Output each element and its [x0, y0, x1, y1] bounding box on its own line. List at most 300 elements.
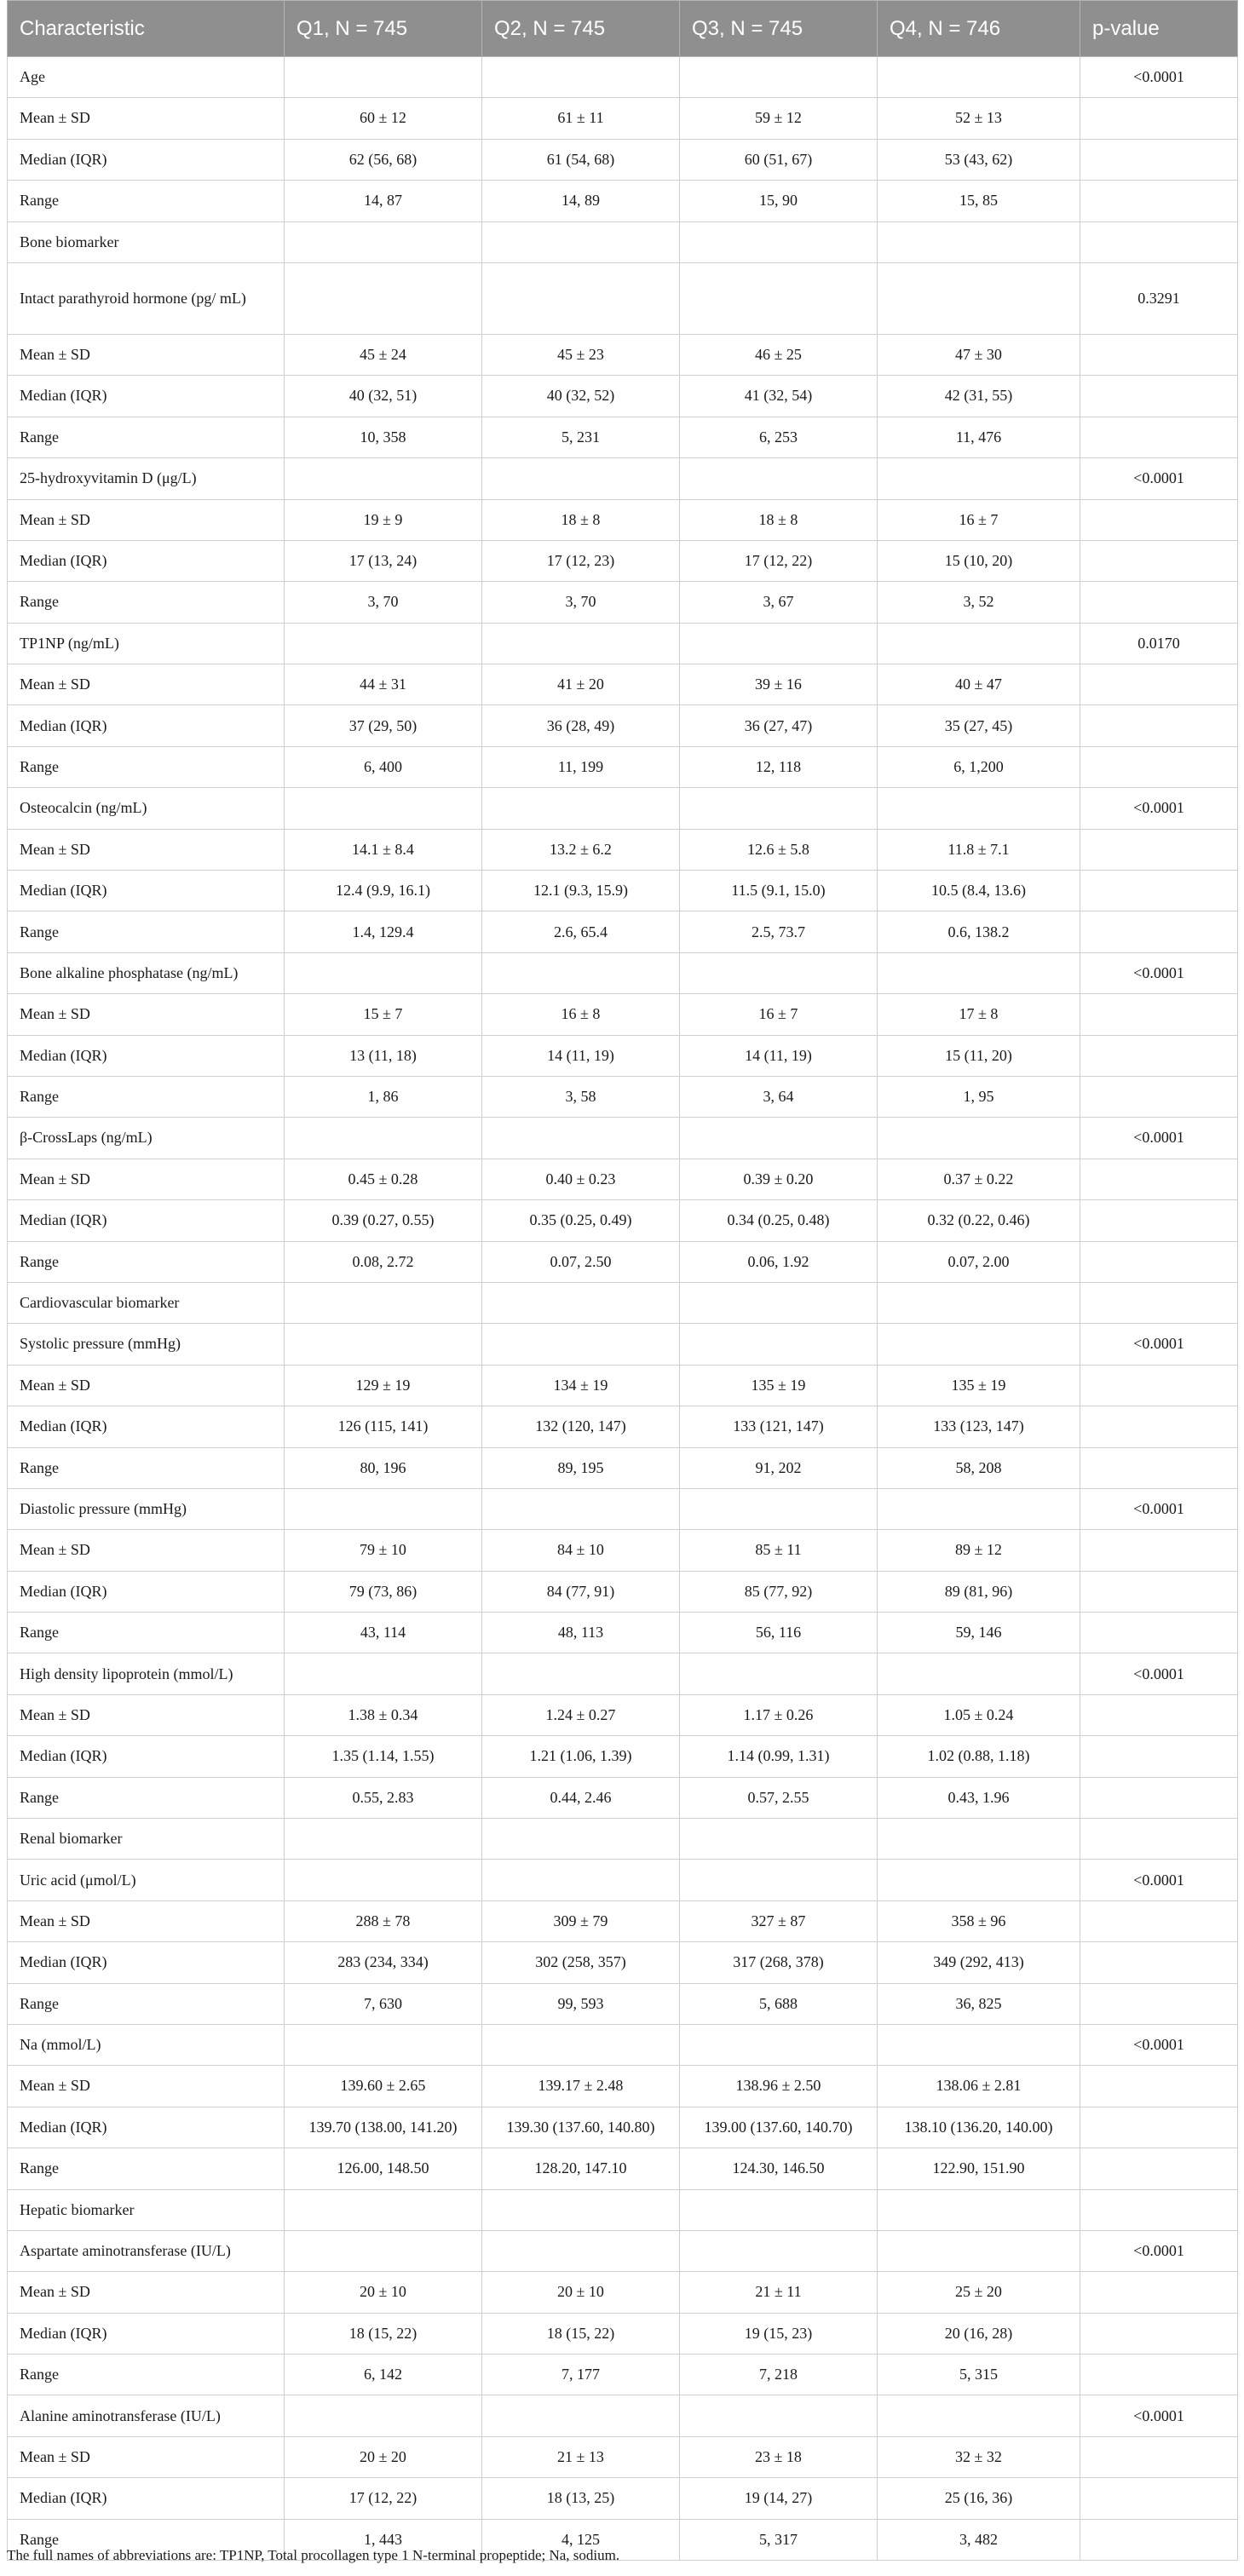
q2-cell: 0.44, 2.46	[482, 1777, 680, 1818]
q1-cell: 10, 358	[285, 417, 482, 457]
table-row	[8, 1900, 1238, 1941]
q2-cell	[482, 788, 680, 829]
q1-cell: 1, 443	[285, 2519, 482, 2560]
q2-cell	[482, 1282, 680, 1323]
table-row	[8, 994, 1238, 1035]
table-row	[8, 1324, 1238, 1365]
q1-cell	[285, 2024, 482, 2065]
row-label: Mean ± SD	[8, 1159, 285, 1199]
table-row	[8, 458, 1238, 499]
q2-cell: 14 (11, 19)	[482, 1035, 680, 1076]
q2-cell: 89, 195	[482, 1447, 680, 1488]
table-row	[8, 788, 1238, 829]
row-label: Mean ± SD	[8, 1365, 285, 1406]
p-value-cell	[1080, 221, 1238, 262]
q1-cell: 1.4, 129.4	[285, 911, 482, 952]
p-value-cell	[1080, 1200, 1238, 1241]
table-row	[8, 2148, 1238, 2189]
q4-cell	[878, 221, 1080, 262]
p-value-cell	[1080, 2148, 1238, 2189]
row-label: Median (IQR)	[8, 2478, 285, 2519]
q4-cell: 47 ± 30	[878, 334, 1080, 375]
q2-cell	[482, 262, 680, 334]
row-label: Osteocalcin (ng/mL)	[8, 788, 285, 829]
row-label: Na (mmol/L)	[8, 2024, 285, 2065]
row-label: Range	[8, 2519, 285, 2560]
q2-cell: 18 ± 8	[482, 499, 680, 540]
q1-cell	[285, 57, 482, 98]
q1-cell: 17 (13, 24)	[285, 540, 482, 581]
q2-cell: 21 ± 13	[482, 2436, 680, 2477]
q1-cell	[285, 1282, 482, 1323]
table-row	[8, 1530, 1238, 1571]
q2-cell	[482, 1653, 680, 1694]
q4-cell	[878, 788, 1080, 829]
table-body	[8, 57, 1238, 2561]
q4-cell: 32 ± 32	[878, 2436, 1080, 2477]
q4-cell: 5, 315	[878, 2355, 1080, 2395]
q1-cell: 62 (56, 68)	[285, 139, 482, 180]
q3-cell: 46 ± 25	[680, 334, 878, 375]
q1-cell: 19 ± 9	[285, 499, 482, 540]
q1-cell: 126.00, 148.50	[285, 2148, 482, 2189]
q4-cell: 25 ± 20	[878, 2272, 1080, 2313]
table-row	[8, 540, 1238, 581]
q4-cell: 42 (31, 55)	[878, 376, 1080, 417]
table-row	[8, 1777, 1238, 1818]
q1-cell: 60 ± 12	[285, 98, 482, 139]
p-value-cell: <0.0001	[1080, 2230, 1238, 2271]
table-row	[8, 1200, 1238, 1241]
row-label: Mean ± SD	[8, 98, 285, 139]
p-value-cell	[1080, 2189, 1238, 2230]
table-row	[8, 2272, 1238, 2313]
q4-cell	[878, 57, 1080, 98]
p-value-cell	[1080, 2272, 1238, 2313]
header-q4: Q4, N = 746	[878, 1, 1080, 57]
q3-cell	[680, 788, 878, 829]
q3-cell: 19 (14, 27)	[680, 2478, 878, 2519]
q2-cell	[482, 2230, 680, 2271]
p-value-cell	[1080, 1777, 1238, 1818]
row-label: β-CrossLaps (ng/mL)	[8, 1118, 285, 1159]
row-label: Renal biomarker	[8, 1819, 285, 1860]
q4-cell: 10.5 (8.4, 13.6)	[878, 871, 1080, 911]
row-label: Systolic pressure (mmHg)	[8, 1324, 285, 1365]
header-q1: Q1, N = 745	[285, 1, 482, 57]
q4-cell: 15 (11, 20)	[878, 1035, 1080, 1076]
p-value-cell	[1080, 334, 1238, 375]
q1-cell: 1.38 ± 0.34	[285, 1694, 482, 1735]
q1-cell	[285, 952, 482, 993]
q3-cell: 59 ± 12	[680, 98, 878, 139]
q3-cell	[680, 623, 878, 664]
q3-cell: 0.06, 1.92	[680, 1241, 878, 1282]
table-row	[8, 1365, 1238, 1406]
q2-cell: 84 (77, 91)	[482, 1571, 680, 1612]
q4-cell: 138.06 ± 2.81	[878, 2066, 1080, 2107]
table-row	[8, 2189, 1238, 2230]
p-value-cell	[1080, 1900, 1238, 1941]
q4-cell: 3, 482	[878, 2519, 1080, 2560]
p-value-cell	[1080, 2519, 1238, 2560]
p-value-cell	[1080, 2478, 1238, 2519]
q3-cell: 6, 253	[680, 417, 878, 457]
p-value-cell	[1080, 1736, 1238, 1777]
table-row	[8, 1613, 1238, 1653]
q1-cell: 79 ± 10	[285, 1530, 482, 1571]
table-row	[8, 221, 1238, 262]
characteristics-table	[7, 0, 1238, 2561]
q2-cell: 0.35 (0.25, 0.49)	[482, 1200, 680, 1241]
p-value-cell	[1080, 664, 1238, 705]
q3-cell: 85 (77, 92)	[680, 1571, 878, 1612]
q3-cell: 317 (268, 378)	[680, 1942, 878, 1983]
q3-cell	[680, 1118, 878, 1159]
row-label: Aspartate aminotransferase (IU/L)	[8, 2230, 285, 2271]
p-value-cell	[1080, 1571, 1238, 1612]
p-value-cell	[1080, 705, 1238, 746]
q1-cell	[285, 458, 482, 499]
q2-cell: 12.1 (9.3, 15.9)	[482, 871, 680, 911]
table-row	[8, 911, 1238, 952]
q1-cell: 79 (73, 86)	[285, 1571, 482, 1612]
q2-cell: 18 (13, 25)	[482, 2478, 680, 2519]
q2-cell: 4, 125	[482, 2519, 680, 2560]
q3-cell	[680, 1860, 878, 1900]
p-value-cell	[1080, 2313, 1238, 2354]
table-row	[8, 705, 1238, 746]
p-value-cell	[1080, 911, 1238, 952]
p-value-cell: <0.0001	[1080, 2395, 1238, 2436]
p-value-cell	[1080, 1076, 1238, 1117]
q4-cell: 89 (81, 96)	[878, 1571, 1080, 1612]
row-label: Mean ± SD	[8, 829, 285, 870]
row-label: Range	[8, 1983, 285, 2024]
q3-cell: 3, 64	[680, 1076, 878, 1117]
row-label: Median (IQR)	[8, 1942, 285, 1983]
p-value-cell: <0.0001	[1080, 952, 1238, 993]
row-label: Diastolic pressure (mmHg)	[8, 1488, 285, 1529]
row-label: Range	[8, 1777, 285, 1818]
p-value-cell	[1080, 1942, 1238, 1983]
q4-cell	[878, 1118, 1080, 1159]
table-row	[8, 139, 1238, 180]
q2-cell: 2.6, 65.4	[482, 911, 680, 952]
row-label: Median (IQR)	[8, 871, 285, 911]
q2-cell	[482, 1324, 680, 1365]
row-label: Mean ± SD	[8, 1694, 285, 1735]
q4-cell: 52 ± 13	[878, 98, 1080, 139]
row-label: Median (IQR)	[8, 1406, 285, 1447]
p-value-cell	[1080, 139, 1238, 180]
table-row	[8, 2478, 1238, 2519]
p-value-cell	[1080, 1241, 1238, 1282]
table-header-row	[8, 1, 1238, 57]
table-row	[8, 623, 1238, 664]
q2-cell: 16 ± 8	[482, 994, 680, 1035]
q1-cell: 139.60 ± 2.65	[285, 2066, 482, 2107]
row-label: Median (IQR)	[8, 705, 285, 746]
q1-cell: 14, 87	[285, 181, 482, 221]
q3-cell	[680, 1324, 878, 1365]
q1-cell: 1.35 (1.14, 1.55)	[285, 1736, 482, 1777]
row-label: Range	[8, 2148, 285, 2189]
row-label: Range	[8, 1613, 285, 1653]
table-row	[8, 2107, 1238, 2148]
p-value-cell: 0.0170	[1080, 623, 1238, 664]
q4-cell	[878, 2230, 1080, 2271]
p-value-cell	[1080, 1694, 1238, 1735]
q1-cell: 43, 114	[285, 1613, 482, 1653]
q1-cell: 0.08, 2.72	[285, 1241, 482, 1282]
q2-cell	[482, 623, 680, 664]
q2-cell	[482, 2024, 680, 2065]
q2-cell: 20 ± 10	[482, 2272, 680, 2313]
q1-cell	[285, 788, 482, 829]
row-label: Median (IQR)	[8, 2107, 285, 2148]
q2-cell: 3, 58	[482, 1076, 680, 1117]
row-label: TP1NP (ng/mL)	[8, 623, 285, 664]
q2-cell: 13.2 ± 6.2	[482, 829, 680, 870]
header-q3: Q3, N = 745	[680, 1, 878, 57]
row-label: Median (IQR)	[8, 1571, 285, 1612]
q1-cell: 283 (234, 334)	[285, 1942, 482, 1983]
p-value-cell: <0.0001	[1080, 788, 1238, 829]
q4-cell: 20 (16, 28)	[878, 2313, 1080, 2354]
q3-cell: 0.57, 2.55	[680, 1777, 878, 1818]
q4-cell: 0.37 ± 0.22	[878, 1159, 1080, 1199]
q4-cell	[878, 2024, 1080, 2065]
p-value-cell	[1080, 1530, 1238, 1571]
p-value-cell	[1080, 1819, 1238, 1860]
p-value-cell	[1080, 1983, 1238, 2024]
p-value-cell: <0.0001	[1080, 1324, 1238, 1365]
q2-cell: 139.30 (137.60, 140.80)	[482, 2107, 680, 2148]
q1-cell	[285, 1819, 482, 1860]
q1-cell: 3, 70	[285, 582, 482, 623]
q4-cell: 138.10 (136.20, 140.00)	[878, 2107, 1080, 2148]
q4-cell	[878, 623, 1080, 664]
table-row	[8, 1694, 1238, 1735]
table-row	[8, 2355, 1238, 2395]
table-row	[8, 334, 1238, 375]
table-row	[8, 1282, 1238, 1323]
table-footnote: The full names of abbreviations are: TP1NP, Total procollagen type 1 N-terminal propeptide; Na, sodium.	[7, 2547, 620, 2563]
table-row	[8, 1035, 1238, 1076]
p-value-cell	[1080, 417, 1238, 457]
q3-cell: 56, 116	[680, 1613, 878, 1653]
row-label: Mean ± SD	[8, 334, 285, 375]
p-value-cell	[1080, 2355, 1238, 2395]
q1-cell	[285, 1653, 482, 1694]
row-label: Range	[8, 911, 285, 952]
q3-cell: 7, 218	[680, 2355, 878, 2395]
q2-cell: 5, 231	[482, 417, 680, 457]
q3-cell: 91, 202	[680, 1447, 878, 1488]
table-row	[8, 1860, 1238, 1900]
table-row	[8, 2436, 1238, 2477]
q4-cell	[878, 1860, 1080, 1900]
q2-cell	[482, 1118, 680, 1159]
q2-cell	[482, 1819, 680, 1860]
header-p-value: p-value	[1080, 1, 1238, 57]
q4-cell: 133 (123, 147)	[878, 1406, 1080, 1447]
q3-cell: 85 ± 11	[680, 1530, 878, 1571]
p-value-cell	[1080, 582, 1238, 623]
q2-cell	[482, 952, 680, 993]
q4-cell: 40 ± 47	[878, 664, 1080, 705]
p-value-cell: <0.0001	[1080, 1488, 1238, 1529]
q3-cell: 0.34 (0.25, 0.48)	[680, 1200, 878, 1241]
table-row	[8, 1736, 1238, 1777]
q2-cell: 14, 89	[482, 181, 680, 221]
q2-cell: 0.40 ± 0.23	[482, 1159, 680, 1199]
q4-cell	[878, 1488, 1080, 1529]
p-value-cell: <0.0001	[1080, 1860, 1238, 1900]
q1-cell: 288 ± 78	[285, 1900, 482, 1941]
table-row	[8, 664, 1238, 705]
q1-cell: 18 (15, 22)	[285, 2313, 482, 2354]
table-row	[8, 1942, 1238, 1983]
q1-cell: 0.45 ± 0.28	[285, 1159, 482, 1199]
q4-cell: 349 (292, 413)	[878, 1942, 1080, 1983]
p-value-cell: <0.0001	[1080, 2024, 1238, 2065]
table-row	[8, 1076, 1238, 1117]
q3-cell: 21 ± 11	[680, 2272, 878, 2313]
q2-cell: 41 ± 20	[482, 664, 680, 705]
row-label: Range	[8, 1076, 285, 1117]
q1-cell	[285, 1860, 482, 1900]
row-label: 25-hydroxyvitamin D (μg/L)	[8, 458, 285, 499]
q2-cell: 36 (28, 49)	[482, 705, 680, 746]
q4-cell: 89 ± 12	[878, 1530, 1080, 1571]
q1-cell	[285, 1324, 482, 1365]
q3-cell: 16 ± 7	[680, 994, 878, 1035]
q3-cell	[680, 458, 878, 499]
q3-cell: 124.30, 146.50	[680, 2148, 878, 2189]
q2-cell: 139.17 ± 2.48	[482, 2066, 680, 2107]
q4-cell	[878, 952, 1080, 993]
q3-cell: 12.6 ± 5.8	[680, 829, 878, 870]
row-label: Median (IQR)	[8, 1200, 285, 1241]
q1-cell: 80, 196	[285, 1447, 482, 1488]
q4-cell: 1.02 (0.88, 1.18)	[878, 1736, 1080, 1777]
q1-cell	[285, 2395, 482, 2436]
table-row	[8, 1447, 1238, 1488]
q2-cell: 17 (12, 23)	[482, 540, 680, 581]
row-label: Mean ± SD	[8, 499, 285, 540]
row-label: Age	[8, 57, 285, 98]
q3-cell	[680, 1488, 878, 1529]
table-row	[8, 871, 1238, 911]
q4-cell: 1.05 ± 0.24	[878, 1694, 1080, 1735]
table-row	[8, 2395, 1238, 2436]
q3-cell: 12, 118	[680, 746, 878, 787]
q2-cell: 128.20, 147.10	[482, 2148, 680, 2189]
row-label: Hepatic biomarker	[8, 2189, 285, 2230]
q4-cell: 6, 1,200	[878, 746, 1080, 787]
q1-cell: 15 ± 7	[285, 994, 482, 1035]
q3-cell: 5, 688	[680, 1983, 878, 2024]
q1-cell: 0.55, 2.83	[285, 1777, 482, 1818]
q2-cell: 48, 113	[482, 1613, 680, 1653]
q1-cell: 1, 86	[285, 1076, 482, 1117]
p-value-cell	[1080, 1159, 1238, 1199]
row-label: High density lipoprotein (mmol/L)	[8, 1653, 285, 1694]
q4-cell: 0.43, 1.96	[878, 1777, 1080, 1818]
p-value-cell	[1080, 1406, 1238, 1447]
row-label: Range	[8, 181, 285, 221]
row-label: Mean ± SD	[8, 2436, 285, 2477]
q4-cell: 25 (16, 36)	[878, 2478, 1080, 2519]
header-q2: Q2, N = 745	[482, 1, 680, 57]
p-value-cell: <0.0001	[1080, 1118, 1238, 1159]
q1-cell: 14.1 ± 8.4	[285, 829, 482, 870]
q4-cell: 11, 476	[878, 417, 1080, 457]
q3-cell: 11.5 (9.1, 15.0)	[680, 871, 878, 911]
q1-cell: 7, 630	[285, 1983, 482, 2024]
q3-cell	[680, 2189, 878, 2230]
q3-cell	[680, 2395, 878, 2436]
table-row	[8, 582, 1238, 623]
q4-cell: 11.8 ± 7.1	[878, 829, 1080, 870]
q1-cell: 20 ± 10	[285, 2272, 482, 2313]
q3-cell: 18 ± 8	[680, 499, 878, 540]
q1-cell	[285, 2189, 482, 2230]
q4-cell	[878, 1819, 1080, 1860]
q2-cell: 132 (120, 147)	[482, 1406, 680, 1447]
row-label: Range	[8, 2355, 285, 2395]
q2-cell: 11, 199	[482, 746, 680, 787]
q2-cell: 18 (15, 22)	[482, 2313, 680, 2354]
q4-cell	[878, 2395, 1080, 2436]
q3-cell: 138.96 ± 2.50	[680, 2066, 878, 2107]
q2-cell: 1.21 (1.06, 1.39)	[482, 1736, 680, 1777]
q1-cell: 12.4 (9.9, 16.1)	[285, 871, 482, 911]
table-row	[8, 2230, 1238, 2271]
row-label: Mean ± SD	[8, 664, 285, 705]
q4-cell: 3, 52	[878, 582, 1080, 623]
q2-cell: 99, 593	[482, 1983, 680, 2024]
q2-cell: 61 (54, 68)	[482, 139, 680, 180]
table-row	[8, 417, 1238, 457]
q1-cell	[285, 1118, 482, 1159]
p-value-cell	[1080, 746, 1238, 787]
table-row	[8, 746, 1238, 787]
p-value-cell	[1080, 2436, 1238, 2477]
q2-cell: 61 ± 11	[482, 98, 680, 139]
q3-cell: 39 ± 16	[680, 664, 878, 705]
q4-cell: 16 ± 7	[878, 499, 1080, 540]
q2-cell: 309 ± 79	[482, 1900, 680, 1941]
table-row	[8, 952, 1238, 993]
row-label: Mean ± SD	[8, 1900, 285, 1941]
header-characteristic: Characteristic	[8, 1, 285, 57]
q3-cell	[680, 1653, 878, 1694]
q4-cell: 122.90, 151.90	[878, 2148, 1080, 2189]
q4-cell: 0.07, 2.00	[878, 1241, 1080, 1282]
row-label: Intact parathyroid hormone (pg/ mL)	[8, 262, 285, 334]
row-label: Mean ± SD	[8, 2272, 285, 2313]
table-row	[8, 1819, 1238, 1860]
q3-cell	[680, 952, 878, 993]
q3-cell: 36 (27, 47)	[680, 705, 878, 746]
table-row	[8, 1406, 1238, 1447]
q4-cell: 1, 95	[878, 1076, 1080, 1117]
q3-cell	[680, 57, 878, 98]
q4-cell: 53 (43, 62)	[878, 139, 1080, 180]
